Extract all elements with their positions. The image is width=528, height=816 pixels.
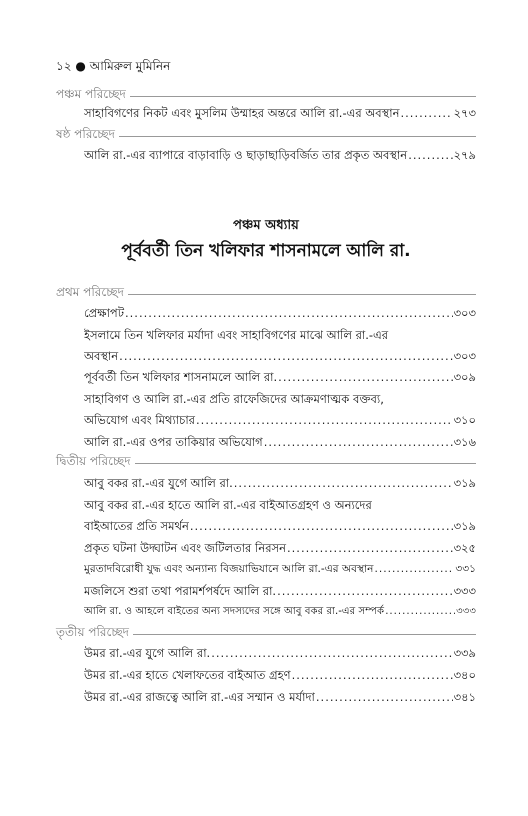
- toc-entry: মজলিসে শুরা তথা পরামর্শপর্ষদে আলি রা. ..... ৩৩৩: [84, 582, 476, 600]
- toc-entry: বাইআতের প্রতি সমর্থন ..... ৩১৯: [84, 517, 476, 535]
- toc-entry: আলি রা. ও আহলে বাইতের অন্য সদস্যদের সঙ্গে আবু বকর রা.-এর সম্পর্ক ..... ৩৩৩: [84, 603, 476, 621]
- section-heading: ষষ্ঠ পরিচ্ছেদ: [56, 126, 476, 146]
- section-heading: প্রথম পরিচ্ছেদ: [56, 284, 476, 304]
- toc-entry: উমর রা.-এর যুগে আলি রা. ..... ৩৩৯: [84, 644, 476, 662]
- toc-entry: উমর রা.-এর রাজত্বে আলি রা.-এর সম্মান ও মর্যাদা ..... ৩৪১: [84, 688, 476, 706]
- section-heading: পঞ্চম পরিচ্ছেদ: [56, 86, 476, 106]
- toc-entry: সাহাবিগণ ও আলি রা.-এর প্রতি রাফেজিদের আক্রমণাত্মক বক্তব্য,: [84, 392, 384, 406]
- toc-entry: পূর্ববর্তী তিন খলিফার শাসনামলে আলি রা. ..... ৩০৯: [84, 368, 476, 386]
- toc-entry: আবু বকর রা.-এর যুগে আলি রা. ..... ৩১৯: [84, 474, 476, 492]
- toc-entry: মুরতাদবিরোধী যুদ্ধ এবং অন্যান্য বিজয়াভিযানে আলি রা.-এর অবস্থান ..... ৩৩১: [84, 560, 476, 578]
- running-head: ১২ ● আমিরুল মুমিনিন: [56, 59, 171, 73]
- toc-entry: প্রেক্ষাপট ..... ৩০৩: [84, 304, 476, 322]
- chapter-number: পঞ্চম অধ্যায়: [233, 218, 299, 233]
- book-page: [56, 0, 476, 816]
- toc-entry: আলি রা.-এর ওপর তাকিয়ার অভিযোগ ..... ৩১৬: [84, 433, 476, 451]
- toc-entry: প্রকৃত ঘটনা উদ্ঘাটন এবং জটিলতার নিরসন ..... ৩২৫: [84, 539, 476, 557]
- toc-entry: অভিযোগ এবং মিথ্যাচার ..... ৩১০: [84, 411, 476, 429]
- toc-entry: আলি রা.-এর ব্যাপারে বাড়াবাড়ি ও ছাড়াছাড়িবর্জিত তার প্রকৃত অবস্থান ..... ২৭৯: [84, 146, 476, 164]
- toc-entry: উমর রা.-এর হাতে খেলাফতের বাইআত গ্রহণ ..... ৩৪০: [84, 666, 476, 684]
- toc-entry: অবস্থান ..... ৩০৩: [84, 347, 476, 365]
- section-heading: দ্বিতীয় পরিচ্ছেদ: [56, 453, 476, 473]
- section-heading: তৃতীয় পরিচ্ছেদ: [56, 624, 476, 644]
- toc-entry: আবু বকর রা.-এর হাতে আলি রা.-এর বাইআতগ্রহণ ও অন্যদের: [84, 498, 372, 512]
- toc-entry: ইসলামে তিন খলিফার মর্যাদা এবং সাহাবিগণের মাঝে আলি রা.-এর: [84, 328, 389, 342]
- chapter-title: পূর্ববর্তী তিন খলিফার শাসনামলে আলি রা.: [121, 241, 411, 261]
- toc-entry: সাহাবিগণের নিকট এবং মুসলিম উম্মাহর অন্তরে আলি রা.-এর অবস্থান ..... ২৭৩: [84, 104, 476, 122]
